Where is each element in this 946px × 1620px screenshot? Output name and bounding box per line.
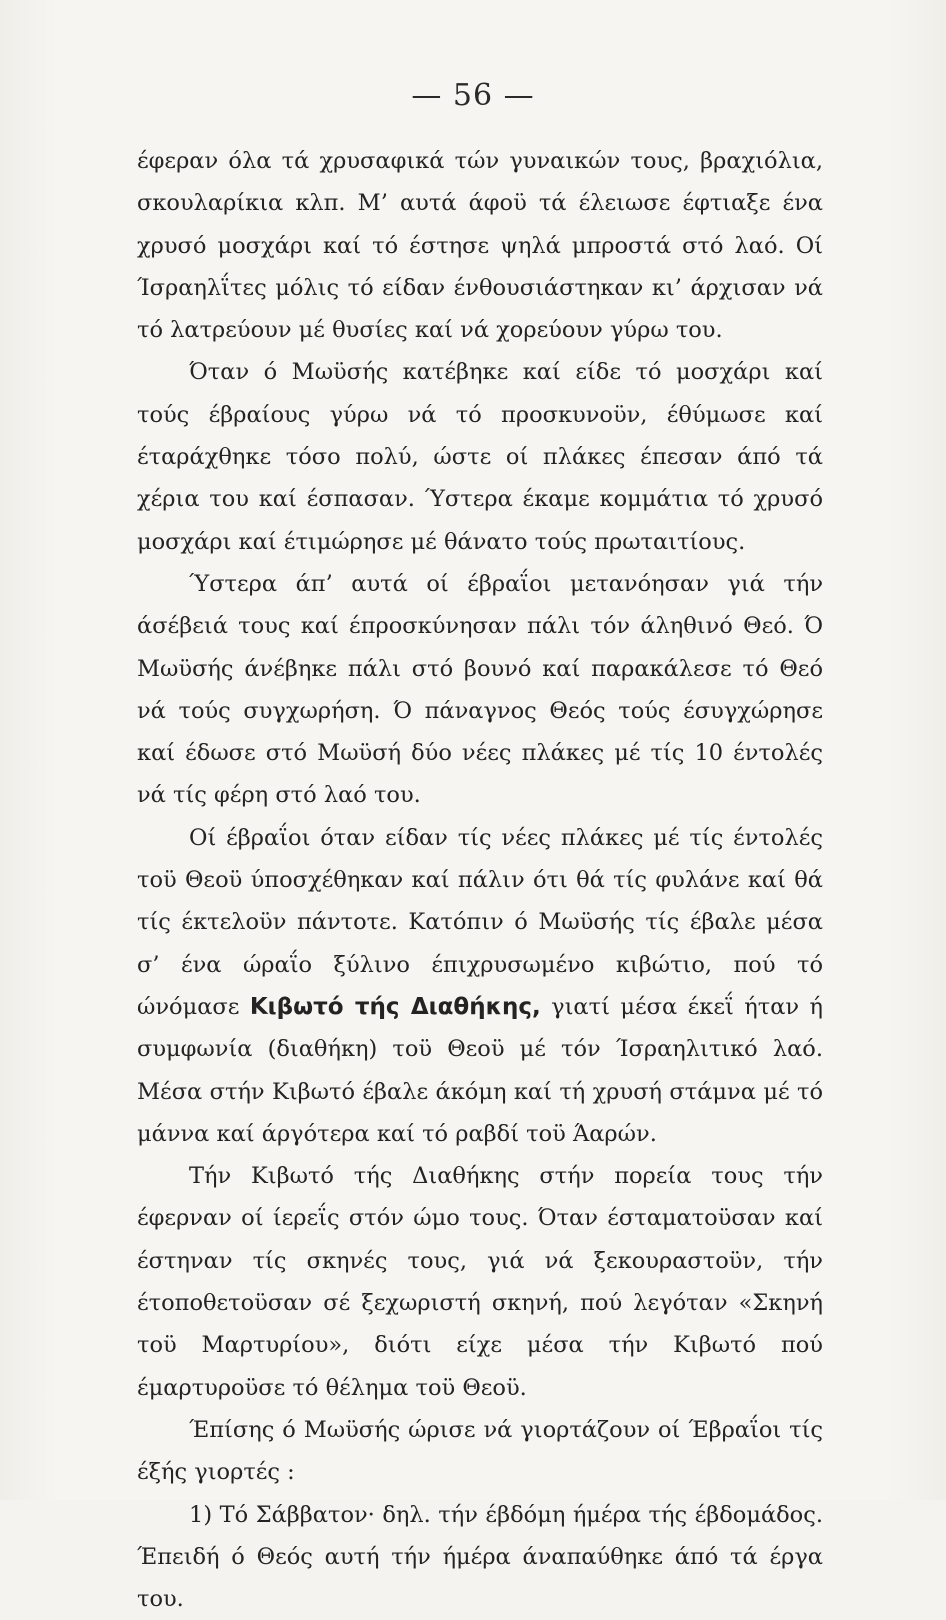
page-number: — 56 — [0, 78, 946, 113]
paragraph-5 [137, 1155, 823, 1409]
paragraph-6 [137, 1409, 823, 1494]
bold-term: Κιβωτό τής Διαθήκης, [250, 994, 541, 1020]
paragraph-1 [137, 140, 823, 351]
paragraph-text-continued: γιατί μέσα έκεΐ ήταν ή συμφωνία (διαθήκη) τοϋ Θεοϋ μέ τόν Ίσραηλιτικό λαό. Μέσα στήν Κιβωτό έβαλε άκόμη καί τή χρυσή στάμνα μέ τό μάννα καί άργότερα καί τό ραβδί τοϋ Άαρών. [137, 994, 823, 1147]
paragraph-4 [137, 817, 823, 1155]
paragraph-text: Τήν Κιβωτό τής Διαθήκης στήν πορεία τους τήν έφερναν οί ίερεΐς στόν ώμο τους. Όταν έσταματοϋσαν καί έστηναν τίς σκηνές τους, γιά νά ξεκουραστοϋν, τήν έτοποθετοϋσαν σέ ξεχωριστή σκηνή, πού λεγόταν «Σκηνή τοϋ Μαρτυρίου», διότι είχε μέσα τήν Κιβωτό πού έμαρτυροϋσε τό θέλημα τοϋ Θεοϋ. [137, 1163, 823, 1400]
paragraph-text: Ύστερα άπ’ αυτά οί έβραΐοι μετανόησαν γιά τήν άσέβειά τους καί έπροσκύνησαν πάλι τόν άληθινό Θεό. Ό Μωϋσής άνέβηκε πάλι στό βουνό καί παρακάλεσε τό Θεό νά τούς συγχωρήση. Ό πάναγνος Θεός τούς έσυγχώρησε καί έδωσε στό Μωϋσή δύο νέες πλάκες μέ τίς 10 έντολές νά τίς φέρη στό λαό του. [137, 571, 823, 808]
paragraph-7 [137, 1494, 823, 1620]
body-text [137, 140, 823, 1620]
paragraph-text: έφεραν όλα τά χρυσαφικά τών γυναικών τους, βραχιόλια, σκουλαρίκια κλπ. Μ’ αυτά άφοϋ τά έλειωσε έφτιαξε ένα χρυσό μοσχάρι καί τό έστησε ψηλά μπροστά στό λαό. Οί Ίσραηλΐτες μόλις τό είδαν ένθουσιάστηκαν κι’ άρχισαν νά τό λατρεύουν μέ θυσίες καί νά χορεύουν γύρω του. [137, 148, 823, 343]
paragraph-3 [137, 563, 823, 817]
paragraph-text: 1) Τό Σάββατον· δηλ. τήν έβδόμη ήμέρα τής έβδομάδος. Έπειδή ό Θεός αυτή τήν ήμέρα άναπαύθηκε άπό τά έργα του. [137, 1502, 823, 1613]
paragraph-text: Έπίσης ό Μωϋσής ώρισε νά γιορτάζουν οί Έβραΐοι τίς έξής γιορτές : [137, 1417, 823, 1485]
paragraph-text: Οί έβραΐοι όταν είδαν τίς νέες πλάκες μέ τίς έντολές τοϋ Θεοϋ ύποσχέθηκαν καί πάλιν ότι θά τίς φυλάνε καί θά τίς έκτελοϋν πάντοτε. Κατόπιν ό Μωϋσής τίς έβαλε μέσα σ’ ένα ώραΐο ξύλινο έπιχρυσωμένο κιβώτιο, πού τό ώνόμασε [137, 825, 823, 1020]
paragraph-2 [137, 351, 823, 562]
paragraph-text: Όταν ό Μωϋσής κατέβηκε καί είδε τό μοσχάρι καί τούς έβραίους γύρω νά τό προσκυνοϋν, έθύμωσε καί έταράχθηκε τόσο πολύ, ώστε οί πλάκες έπεσαν άπό τά χέρια του καί έσπασαν. Ύστερα έκαμε κομμάτια τό χρυσό μοσχάρι καί έτιμώρησε μέ θάνατο τούς πρωταιτίους. [137, 359, 823, 554]
